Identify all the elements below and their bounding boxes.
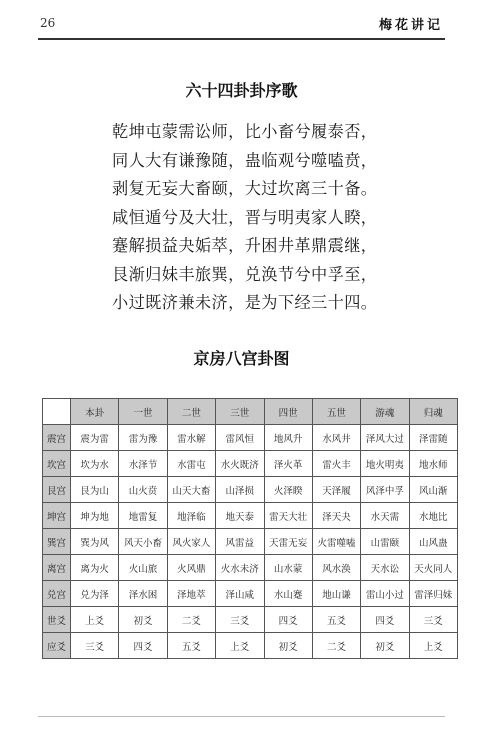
section-title-hexagram-order: 六十四卦卦序歌	[185, 81, 298, 100]
hexagram-order-poem	[112, 118, 377, 318]
poem-line: 艮渐归妹丰旅巽，兑涣节兮中孚至，	[112, 264, 378, 284]
table-cell: 雷风恒	[216, 425, 264, 451]
table-cell: 泽雷随	[409, 425, 457, 451]
table-cell: 四爻	[361, 607, 409, 633]
table-cell: 坤为地	[71, 503, 119, 529]
table-cell: 震为雷	[71, 425, 119, 451]
table-cell: 地水师	[409, 451, 457, 477]
table-row	[43, 555, 458, 581]
table-cell: 山雷颐	[361, 529, 409, 555]
table-cell: 兑为泽	[71, 581, 119, 607]
table-cell: 山泽损	[216, 477, 264, 503]
row-header: 巽宫	[43, 529, 71, 555]
table-cell: 地泽临	[167, 503, 215, 529]
column-header: 一世	[119, 399, 167, 425]
table-cell: 泽山咸	[216, 581, 264, 607]
table-cell: 火风鼎	[167, 555, 215, 581]
table-cell: 上爻	[409, 633, 457, 659]
table-row	[43, 581, 458, 607]
table-cell: 雷为豫	[119, 425, 167, 451]
table-cell: 火泽睽	[264, 477, 312, 503]
table-row	[43, 425, 458, 451]
table-body	[43, 425, 458, 659]
table-cell: 泽地萃	[167, 581, 215, 607]
table-cell: 山风蛊	[409, 529, 457, 555]
row-header: 离宫	[43, 555, 71, 581]
running-title: 梅花讲记	[378, 18, 443, 33]
poem-line: 剥复无妄大畜颐，大过坎离三十备。	[112, 179, 378, 198]
table-cell: 三爻	[409, 607, 457, 633]
table-cell: 二爻	[312, 633, 360, 659]
table-row	[43, 529, 458, 555]
table-cell: 水地比	[409, 503, 457, 529]
poem-line: 咸恒遁兮及大壮，晋与明夷家人睽，	[112, 207, 378, 227]
table-cell: 天雷无妄	[264, 529, 312, 555]
table-cell: 风水涣	[312, 555, 360, 581]
table-cell: 雷天大壮	[264, 503, 312, 529]
table-cell: 泽风大过	[361, 425, 409, 451]
eight-palaces-table	[42, 398, 458, 659]
table-cell: 泽火革	[264, 451, 312, 477]
table-row	[43, 477, 458, 503]
footer-rule	[38, 716, 445, 717]
table-cell: 四爻	[119, 633, 167, 659]
poem-line: 小过既济兼未济，是为下经三十四。	[112, 293, 378, 312]
table-cell: 山火贲	[119, 477, 167, 503]
page-header	[38, 14, 445, 38]
table-cell: 山水蒙	[264, 555, 312, 581]
table-cell: 初爻	[264, 633, 312, 659]
table-cell: 山天大畜	[167, 477, 215, 503]
table-cell: 巽为风	[71, 529, 119, 555]
table-cell: 五爻	[167, 633, 215, 659]
table-cell: 上爻	[216, 633, 264, 659]
table-header	[43, 399, 458, 425]
table-cell: 水风井	[312, 425, 360, 451]
table-row	[43, 503, 458, 529]
table-cell: 天水讼	[361, 555, 409, 581]
corner-cell	[43, 399, 71, 425]
table-cell: 风火家人	[167, 529, 215, 555]
table-cell: 离为火	[71, 555, 119, 581]
table-cell: 四爻	[264, 607, 312, 633]
table-cell: 五爻	[312, 607, 360, 633]
table-cell: 泽水困	[119, 581, 167, 607]
table-cell: 火山旅	[119, 555, 167, 581]
table-cell: 泽天夬	[312, 503, 360, 529]
table-cell: 风泽中孚	[361, 477, 409, 503]
table-cell: 风山渐	[409, 477, 457, 503]
table-header-row	[43, 399, 458, 425]
row-header: 世爻	[43, 607, 71, 633]
table-cell: 水山蹇	[264, 581, 312, 607]
table-cell: 雷火丰	[312, 451, 360, 477]
table-cell: 风天小畜	[119, 529, 167, 555]
table-cell: 地雷复	[119, 503, 167, 529]
table-row	[43, 451, 458, 477]
table-cell: 天泽履	[312, 477, 360, 503]
table-cell: 雷水解	[167, 425, 215, 451]
column-header: 本卦	[71, 399, 119, 425]
row-header: 应爻	[43, 633, 71, 659]
table-cell: 水泽节	[119, 451, 167, 477]
table-cell: 火水未济	[216, 555, 264, 581]
table-row	[43, 607, 458, 633]
poem-line: 乾坤屯蒙需讼师，比小畜兮履泰否，	[112, 122, 378, 141]
column-header: 游魂	[361, 399, 409, 425]
table-cell: 三爻	[71, 633, 119, 659]
table-row	[43, 633, 458, 659]
poem-line: 蹇解损益夬姤萃，升困井革鼎震继，	[112, 236, 378, 255]
row-header: 兑宫	[43, 581, 71, 607]
table-cell: 初爻	[119, 607, 167, 633]
section-title-eight-palaces: 京房八宫卦图	[193, 349, 290, 368]
table-cell: 上爻	[71, 607, 119, 633]
table-cell: 水雷屯	[167, 451, 215, 477]
table-cell: 地天泰	[216, 503, 264, 529]
table-cell: 坎为水	[71, 451, 119, 477]
table-cell: 初爻	[361, 633, 409, 659]
header-rule	[38, 38, 445, 40]
table-cell: 水天需	[361, 503, 409, 529]
table-cell: 雷山小过	[361, 581, 409, 607]
table-cell: 地风升	[264, 425, 312, 451]
table-cell: 风雷益	[216, 529, 264, 555]
table-cell: 天火同人	[409, 555, 457, 581]
row-header: 艮宫	[43, 477, 71, 503]
table-cell: 艮为山	[71, 477, 119, 503]
column-header: 五世	[312, 399, 360, 425]
column-header: 二世	[167, 399, 215, 425]
page-number: 26	[40, 16, 56, 30]
row-header: 坤宫	[43, 503, 71, 529]
poem-line: 同人大有谦豫随，蛊临观兮噬嗑贲，	[112, 150, 378, 170]
column-header: 四世	[264, 399, 312, 425]
table-cell: 水火既济	[216, 451, 264, 477]
column-header: 归魂	[409, 399, 457, 425]
row-header: 坎宫	[43, 451, 71, 477]
table-cell: 三爻	[216, 607, 264, 633]
table-cell: 火雷噬嗑	[312, 529, 360, 555]
table-cell: 二爻	[167, 607, 215, 633]
row-header: 震宫	[43, 425, 71, 451]
column-header: 三世	[216, 399, 264, 425]
table-cell: 雷泽归妹	[409, 581, 457, 607]
table-cell: 地火明夷	[361, 451, 409, 477]
table-cell: 地山谦	[312, 581, 360, 607]
